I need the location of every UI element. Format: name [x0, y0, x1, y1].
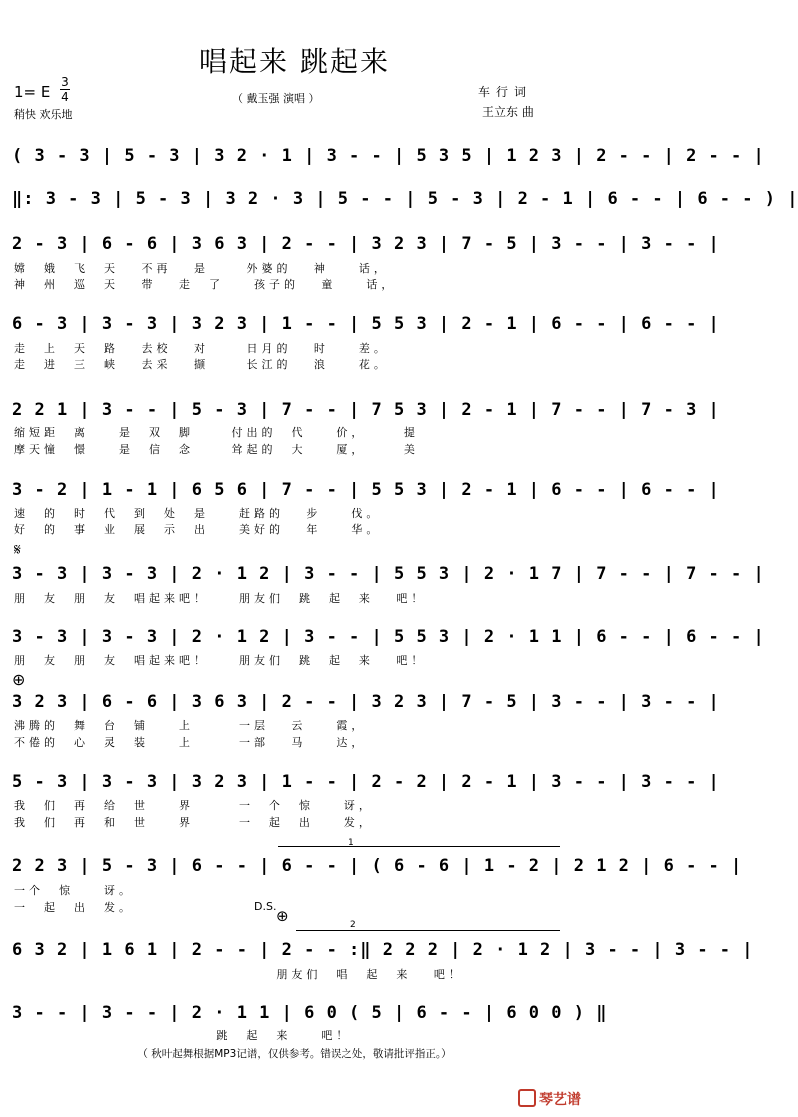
lyric-line-4a: 走 上 天 路 去校 对 日月的 时 差。	[14, 342, 389, 355]
ds-marking: D.S.	[254, 900, 277, 913]
lyric-line-10a: 我 们 再 给 世 界 一 个 惊 讶，	[14, 799, 374, 812]
lyricist: 车行词	[478, 85, 533, 99]
logo-icon	[518, 1089, 536, 1107]
logo-text: 琴艺谱	[539, 1092, 581, 1108]
tempo-marking: 稍快 欢乐地	[14, 108, 73, 121]
score-line-10: 5 - 3 | 3 - 3 | 3 2 3 | 1 - - | 2 - 2 | 2 - 1 | 3 - - | 3 - - |	[12, 772, 720, 792]
score-line-3: 2 - 3 | 6 - 6 | 3 6 3 | 2 - - | 3 2 3 | 7 - 5 | 3 - - | 3 - - |	[12, 234, 720, 254]
score-line-9: 3 2 3 | 6 - 6 | 3 6 3 | 2 - - | 3 2 3 | 7 - 5 | 3 - - | 3 - - |	[12, 692, 720, 712]
lyric-line-5b: 摩天憧 憬 是 信 念 耸起的 大 厦， 美	[14, 443, 419, 456]
lyric-line-9a: 沸腾的 舞 台 铺 上 一层 云 霞，	[14, 719, 367, 732]
score-line-11: 2 2 3 | 5 - 3 | 6 - - | 6 - - | ( 6 - 6 | 1 - 2 | 2 1 2 | 6 - - |	[12, 856, 743, 876]
time-sig-top: 3	[61, 75, 69, 89]
lyric-line-6b: 好 的 事 业 展 示 出 美好的 年 华。	[14, 523, 382, 536]
volta-2-label: 2	[350, 920, 356, 930]
lyric-line-7: 朋 友 朋 友 唱起来吧！ 朋友们 跳 起 来 吧！	[14, 592, 427, 605]
volta-1-label: 1	[348, 838, 354, 848]
lyric-line-9b: 不倦的 心 灵 装 上 一部 马 达，	[14, 736, 367, 749]
time-signature	[60, 76, 70, 103]
time-sig-bottom: 4	[61, 90, 69, 104]
lyric-line-13: 跳 起 来 吧！	[14, 1029, 352, 1042]
score-line-8: 3 - 3 | 3 - 3 | 2 · 1 2 | 3 - - | 5 5 3 | 2 · 1 1 | 6 - - | 6 - - |	[12, 627, 765, 647]
performer: （ 戴玉强 演唱 ）	[232, 92, 320, 105]
lyric-line-4b: 走 进 三 峡 去采 撷 长江的 浪 花。	[14, 358, 389, 371]
footnote: （ 秋叶起舞根据MP3记谱，仅供参考。错误之处，敬请批评指正。）	[137, 1048, 452, 1060]
segno-sign: 𝄋	[14, 540, 21, 559]
lyric-line-11a: 一个 惊 讶。	[14, 884, 134, 897]
lyric-line-10b: 我 们 再 和 世 界 一 起 出 发，	[14, 816, 374, 829]
score-line-12: 6 3 2 | 1 6 1 | 2 - - | 2 - - :‖ 2 2 2 | 2 · 1 2 | 3 - - | 3 - - |	[12, 940, 754, 960]
site-logo	[518, 1089, 581, 1109]
score-line-4: 6 - 3 | 3 - 3 | 3 2 3 | 1 - - | 5 5 3 | 2 - 1 | 6 - - | 6 - - |	[12, 314, 720, 334]
volta-1-bracket	[278, 846, 560, 847]
score-line-2: ‖: 3 - 3 | 5 - 3 | 3 2 · 3 | 5 - - | 5 - 3 | 2 - 1 | 6 - - | 6 - - ) |	[12, 189, 798, 209]
score-line-13: 3 - - | 3 - - | 2 · 1 1 | 6 0 ( 5 | 6 - - | 6 0 0 ) ‖	[12, 1003, 608, 1023]
score-line-1: ( 3 - 3 | 5 - 3 | 3 2 · 1 | 3 - - | 5 3 5 | 1 2 3 | 2 - - | 2 - - |	[12, 146, 765, 166]
lyric-line-5a: 缩短距 离 是 双 脚 付出的 代 价， 提	[14, 426, 419, 439]
coda-sign-2: ⊕	[276, 907, 289, 925]
lyric-line-8: 朋 友 朋 友 唱起来吧！ 朋友们 跳 起 来 吧！	[14, 654, 427, 667]
coda-sign: ⊕	[12, 670, 26, 689]
volta-2-bracket	[296, 930, 560, 931]
lyric-line-6a: 速 的 时 代 到 处 是 赶路的 步 伐。	[14, 507, 382, 520]
song-title: 唱起来 跳起来	[199, 45, 390, 78]
lyric-line-12: 朋友们 唱 起 来 吧！	[14, 968, 464, 981]
score-line-7: 3 - 3 | 3 - 3 | 2 · 1 2 | 3 - - | 5 5 3 | 2 · 1 7 | 7 - - | 7 - - |	[12, 564, 765, 584]
score-line-6: 3 - 2 | 1 - 1 | 6 5 6 | 7 - - | 5 5 3 | 2 - 1 | 6 - - | 6 - - |	[12, 480, 720, 500]
score-line-5: 2 2 1 | 3 - - | 5 - 3 | 7 - - | 7 5 3 | 2 - 1 | 7 - - | 7 - 3 |	[12, 400, 720, 420]
composer: 王立东 曲	[482, 105, 534, 119]
lyric-line-11b: 一 起 出 发。	[14, 901, 134, 914]
lyric-line-3a: 嫦 娥 飞 天 不再 是 外婆的 神 话，	[14, 262, 389, 275]
lyric-line-3b: 神 州 巡 天 带 走 了 孩子的 童 话，	[14, 278, 397, 291]
key-signature: 1= E	[14, 83, 51, 101]
